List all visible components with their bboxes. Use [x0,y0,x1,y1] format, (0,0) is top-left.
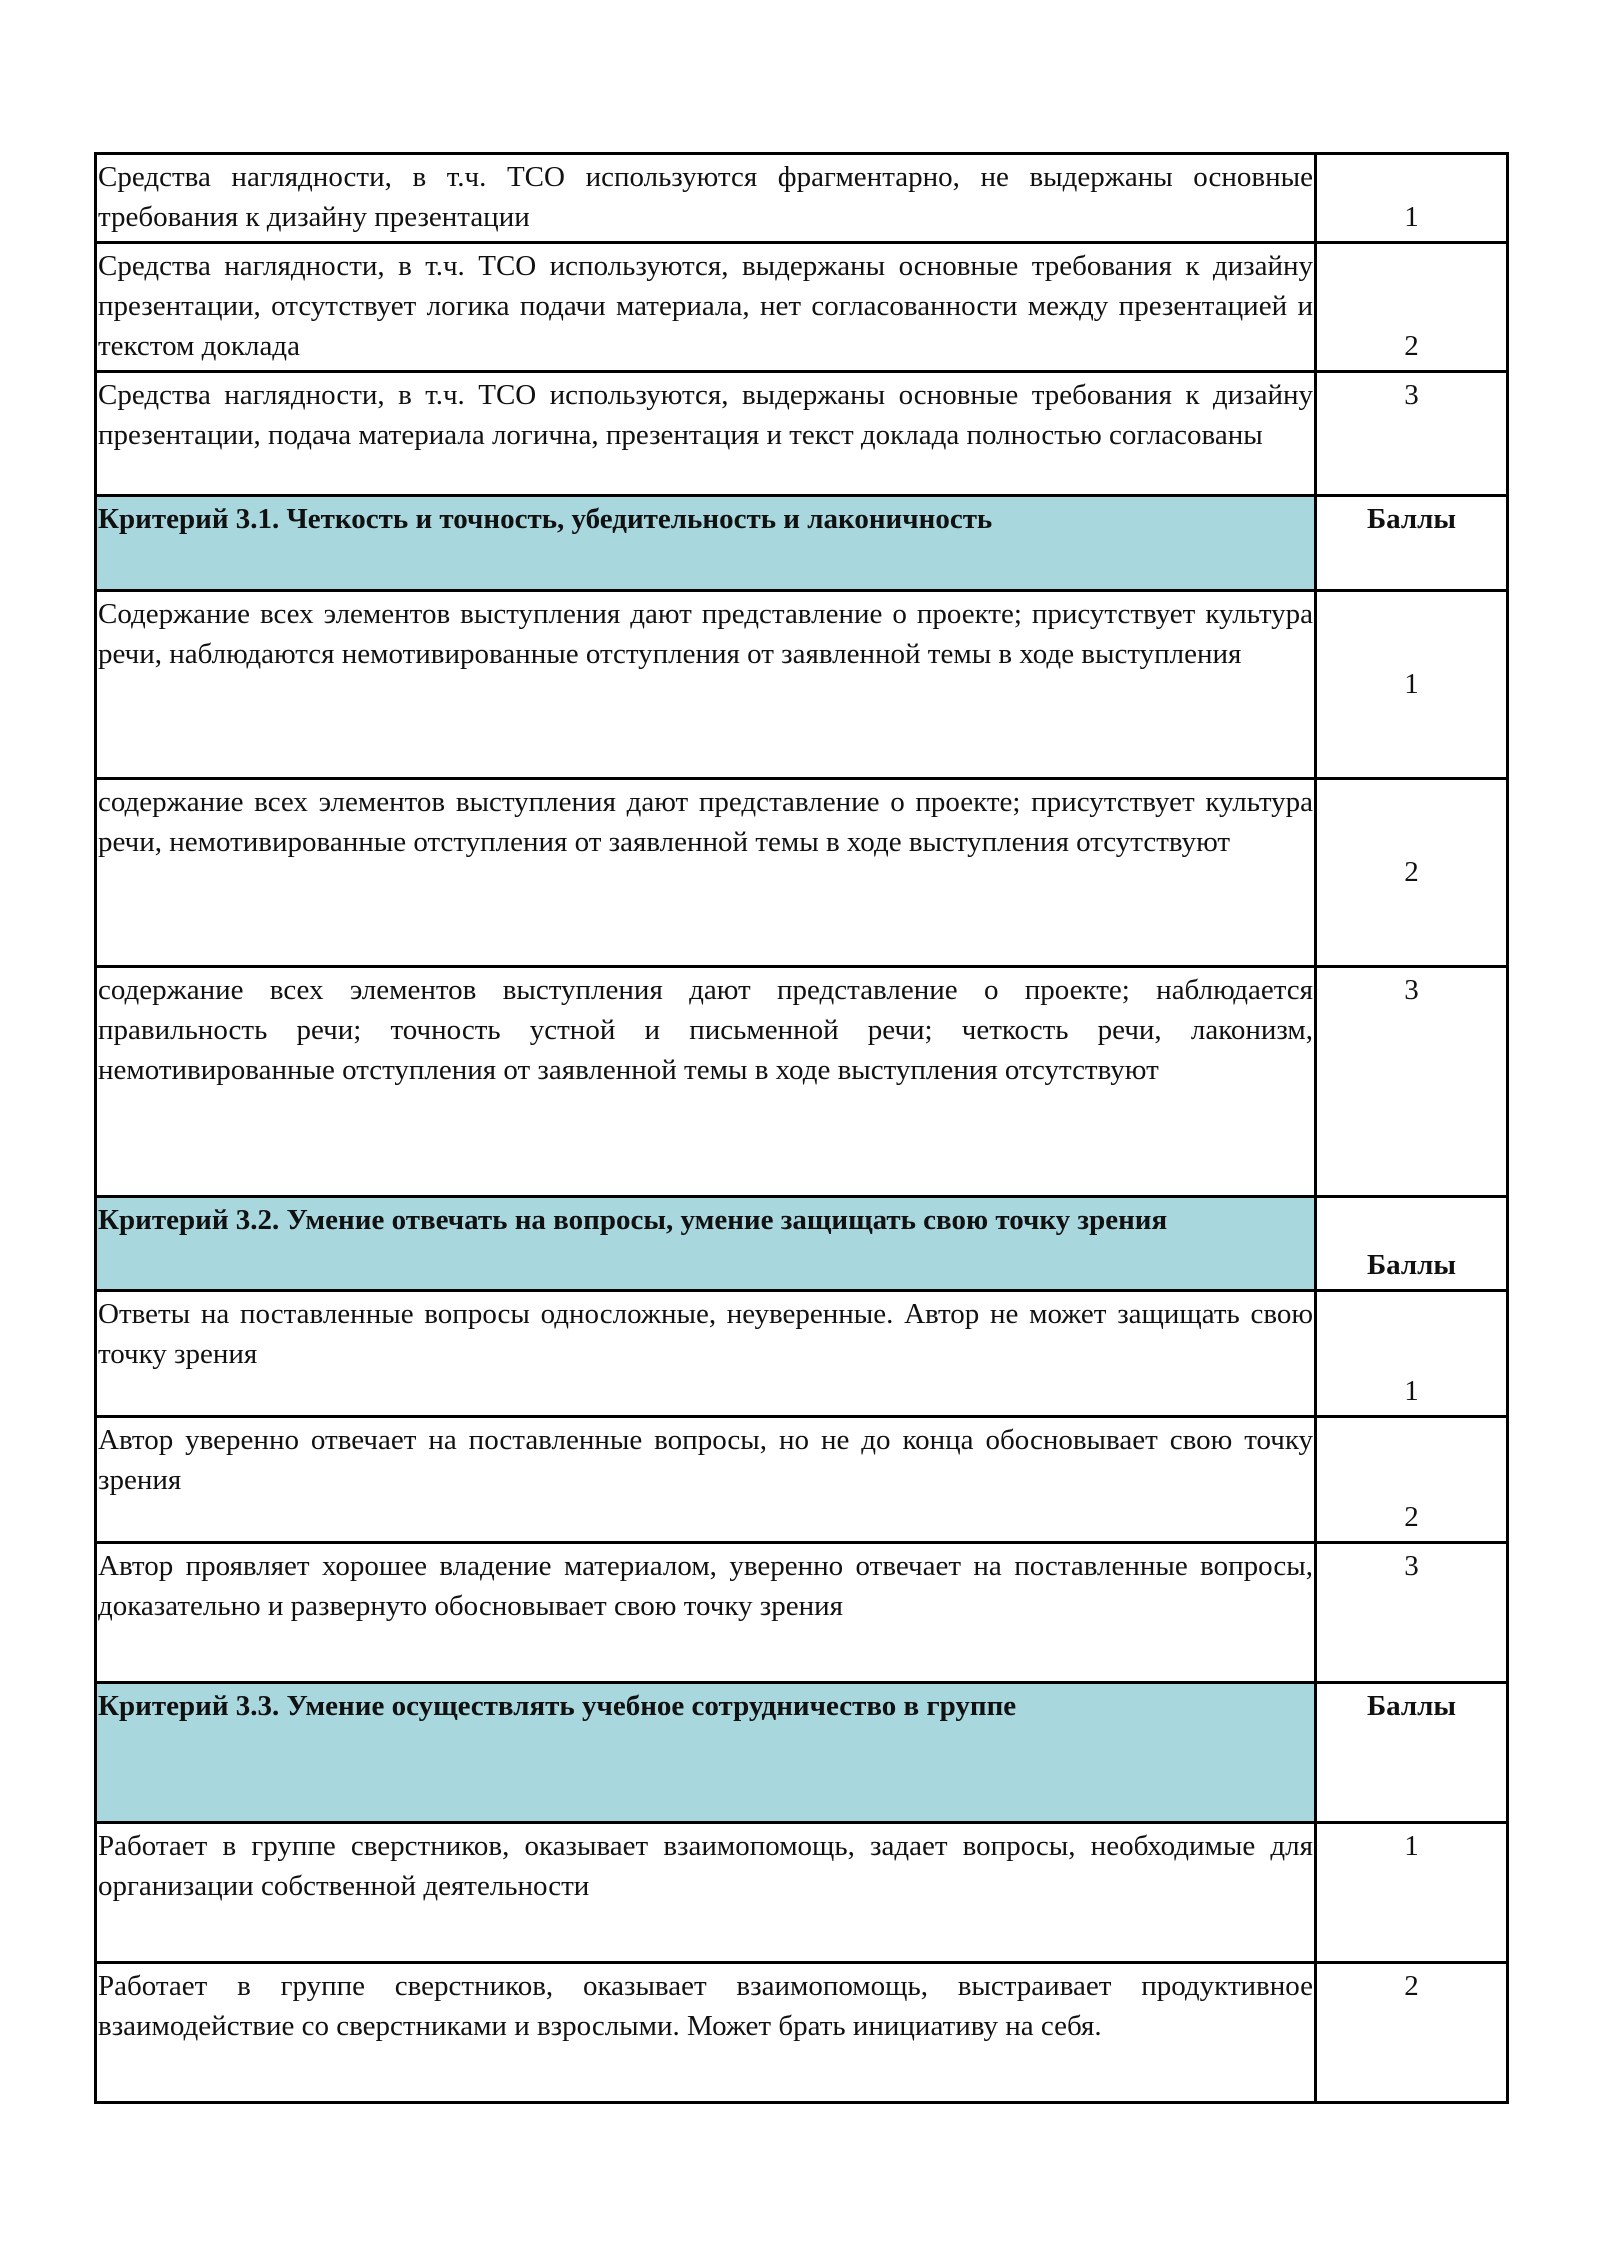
criterion-description: Автор уверенно отвечает на поставленные вопросы, но не до конца обосновывает свою точку зрения [96,1417,1316,1543]
score-value: 1 [1316,1823,1508,1963]
score-value: 2 [1316,1963,1508,2103]
criterion-row [96,243,1508,372]
criterion-description: Ответы на поставленные вопросы односложные, неуверенные. Автор не может защищать свою точку зрения [96,1291,1316,1417]
criterion-row [96,779,1508,967]
score-column-header: Баллы [1316,1683,1508,1823]
criterion-description: содержание всех элементов выступления дают представление о проекте; наблюдается правильность речи; точность устной и письменной речи; четкость речи, лаконизм, немотивированные отступления от заявленной темы в ходе выступления отсутствуют [96,967,1316,1197]
criterion-description: содержание всех элементов выступления дают представление о проекте; присутствует культура речи, немотивированные отступления от заявленной темы в ходе выступления отсутствуют [96,779,1316,967]
score-value: 1 [1316,591,1508,779]
criterion-description: Работает в группе сверстников, оказывает взаимопомощь, задает вопросы, необходимые для организации собственной деятельности [96,1823,1316,1963]
criterion-row [96,967,1508,1197]
criterion-description: Средства наглядности, в т.ч. ТСО используются фрагментарно, не выдержаны основные требования к дизайну презентации [96,154,1316,243]
document-page [94,152,1506,2104]
score-value: 1 [1316,154,1508,243]
criterion-row [96,1963,1508,2103]
criterion-row [96,1823,1508,1963]
criterion-header-row [96,496,1508,591]
criterion-title: Критерий 3.1. Четкость и точность, убедительность и лаконичность [96,496,1316,591]
score-value: 3 [1316,967,1508,1197]
criterion-row [96,154,1508,243]
score-column-header: Баллы [1316,1197,1508,1291]
criterion-title: Критерий 3.2. Умение отвечать на вопросы, умение защищать свою точку зрения [96,1197,1316,1291]
criterion-description: Средства наглядности, в т.ч. ТСО используются, выдержаны основные требования к дизайну презентации, подача материала логична, презентация и текст доклада полностью согласованы [96,372,1316,496]
criterion-header-row [96,1197,1508,1291]
criterion-row [96,591,1508,779]
criterion-description: Работает в группе сверстников, оказывает взаимопомощь, выстраивает продуктивное взаимодействие со сверстниками и взрослыми. Может брать инициативу на себя. [96,1963,1316,2103]
criterion-header-row [96,1683,1508,1823]
score-value: 3 [1316,1543,1508,1683]
score-column-header: Баллы [1316,496,1508,591]
score-value: 3 [1316,372,1508,496]
criterion-row [96,372,1508,496]
score-value: 1 [1316,1291,1508,1417]
criterion-title: Критерий 3.3. Умение осуществлять учебное сотрудничество в группе [96,1683,1316,1823]
criterion-row [96,1543,1508,1683]
criterion-row [96,1417,1508,1543]
criterion-row [96,1291,1508,1417]
score-value: 2 [1316,243,1508,372]
score-value: 2 [1316,779,1508,967]
criteria-table [94,152,1509,2104]
criterion-description: Содержание всех элементов выступления дают представление о проекте; присутствует культура речи, наблюдаются немотивированные отступления от заявленной темы в ходе выступления [96,591,1316,779]
score-value: 2 [1316,1417,1508,1543]
criteria-table-body [96,154,1508,2103]
criterion-description: Средства наглядности, в т.ч. ТСО используются, выдержаны основные требования к дизайну презентации, отсутствует логика подачи материала, нет согласованности между презентацией и текстом доклада [96,243,1316,372]
criterion-description: Автор проявляет хорошее владение материалом, уверенно отвечает на поставленные вопросы, доказательно и развернуто обосновывает свою точку зрения [96,1543,1316,1683]
